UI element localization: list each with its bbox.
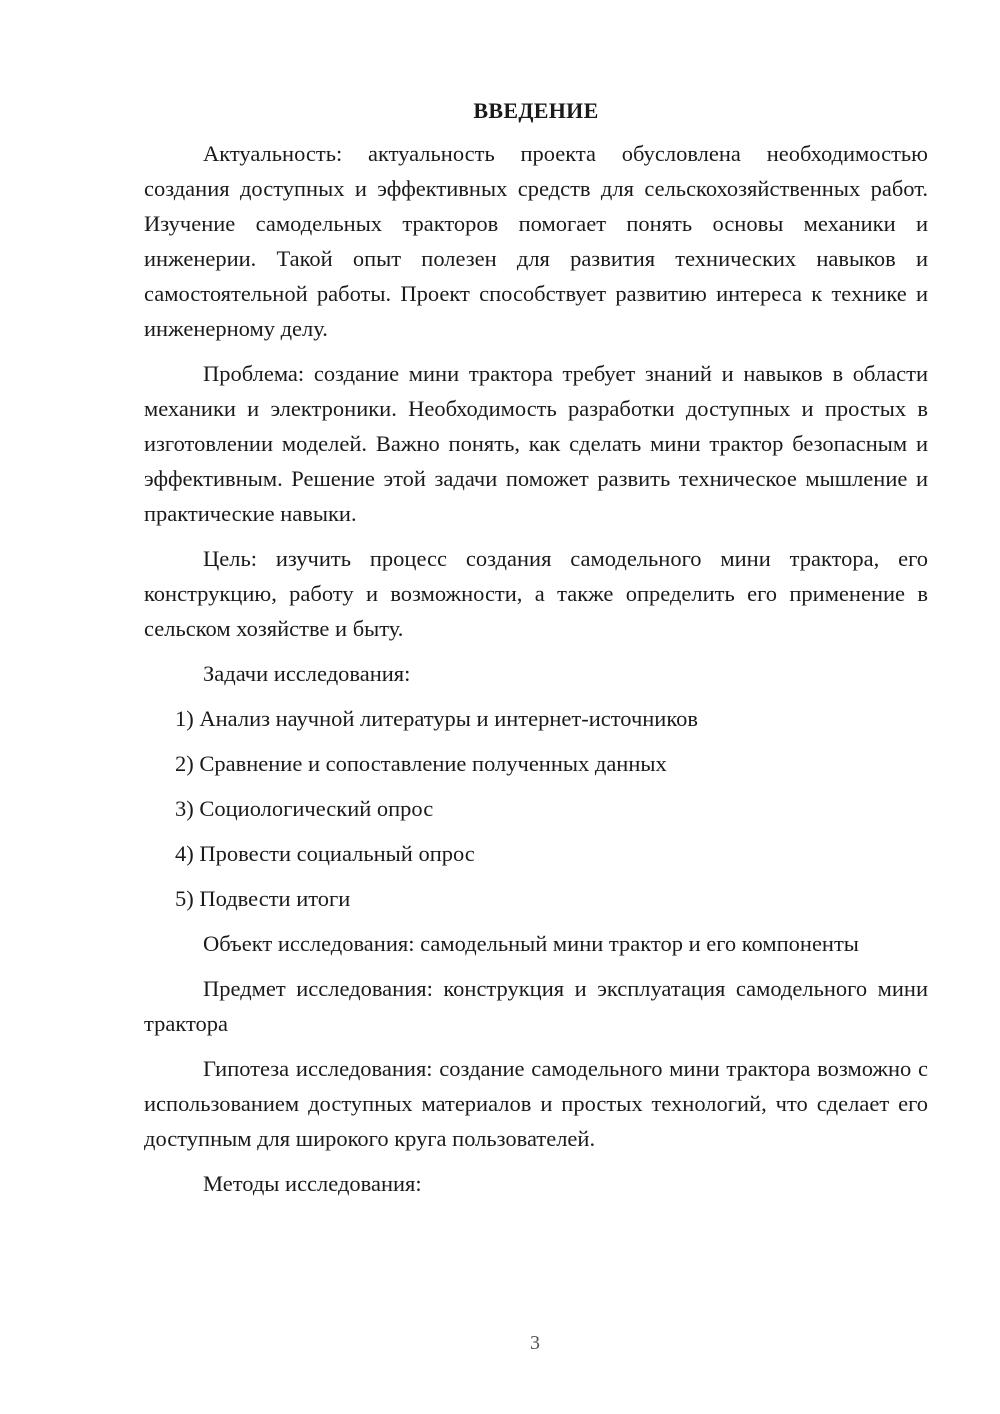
document-body xyxy=(144,94,928,1201)
task-item: 3) Социологический опрос xyxy=(175,796,434,821)
page-number: 3 xyxy=(530,1332,540,1354)
tasks-heading: Задачи исследования: xyxy=(203,661,411,686)
relevance-paragraph: Актуальность: актуальность проекта обусловлена необходимостью создания доступных и эффективных средств для сельскохозяйственных работ. Изучение самодельных тракторов помогает понять основы механики и инженерии. Такой опыт полезен для развития технических навыков и самостоятельной работы. Проект способствует развитию интереса к технике и инженерному делу. xyxy=(144,141,928,341)
goal-paragraph: Цель: изучить процесс создания самодельного мини трактора, его конструкцию, работу и возможности, а также определить его применение в сельском хозяйстве и быту. xyxy=(144,546,928,641)
section-title: ВВЕДЕНИЕ xyxy=(473,98,599,123)
task-item: 5) Подвести итоги xyxy=(175,886,351,911)
methods-heading: Методы исследования: xyxy=(203,1171,422,1196)
subject-paragraph: Предмет исследования: конструкция и эксплуатация самодельного мини трактора xyxy=(144,976,928,1036)
task-item: 4) Провести социальный опрос xyxy=(175,841,475,866)
object-paragraph: Объект исследования: самодельный мини трактор и его компоненты xyxy=(203,931,859,956)
hypothesis-paragraph: Гипотеза исследования: создание самодельного мини трактора возможно с использованием доступных материалов и простых технологий, что сделает его доступным для широкого круга пользователей. xyxy=(144,1056,928,1151)
task-item: 1) Анализ научной литературы и интернет-источников xyxy=(175,706,699,731)
problem-paragraph: Проблема: создание мини трактора требует знаний и навыков в области механики и электроники. Необходимость разработки доступных и простых в изготовлении моделей. Важно понять, как сделать мини трактор безопасным и эффективным. Решение этой задачи поможет развить техническое мышление и практические навыки. xyxy=(144,361,928,526)
task-item: 2) Сравнение и сопоставление полученных данных xyxy=(175,751,667,776)
